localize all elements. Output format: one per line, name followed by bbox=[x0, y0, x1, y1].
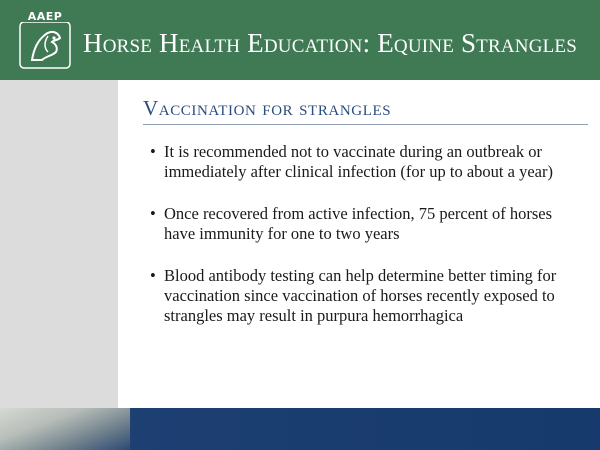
title-divider bbox=[143, 124, 588, 125]
bullet-text: Blood antibody testing can help determine better timing for vaccination since vaccination of horses recently exposed to strangles may result in purpura hemorrhagica bbox=[164, 266, 557, 325]
header-bar bbox=[0, 0, 600, 80]
footer-photo bbox=[0, 408, 130, 450]
bullet-icon: • bbox=[150, 204, 156, 223]
bullet-text: Once recovered from active infection, 75 percent of horses have immunity for one to two years bbox=[164, 204, 553, 243]
bullet-text: It is recommended not to vaccinate during an outbreak or immediately after clinical infection (for up to about a year) bbox=[164, 142, 553, 181]
list-item bbox=[150, 204, 580, 244]
list-item bbox=[150, 266, 580, 326]
header-title: Horse Health Education: Equine Strangles bbox=[83, 28, 578, 58]
logo-text: AAEP bbox=[27, 10, 63, 23]
aaep-logo bbox=[18, 8, 72, 72]
bullet-icon: • bbox=[150, 142, 156, 161]
list-item bbox=[150, 142, 580, 182]
slide-title: Vaccination for strangles bbox=[143, 96, 392, 120]
horse-head-logo-icon bbox=[18, 22, 72, 70]
bullet-icon: • bbox=[150, 266, 156, 285]
bullet-list bbox=[150, 142, 580, 348]
left-sidebar-panel bbox=[0, 80, 118, 408]
